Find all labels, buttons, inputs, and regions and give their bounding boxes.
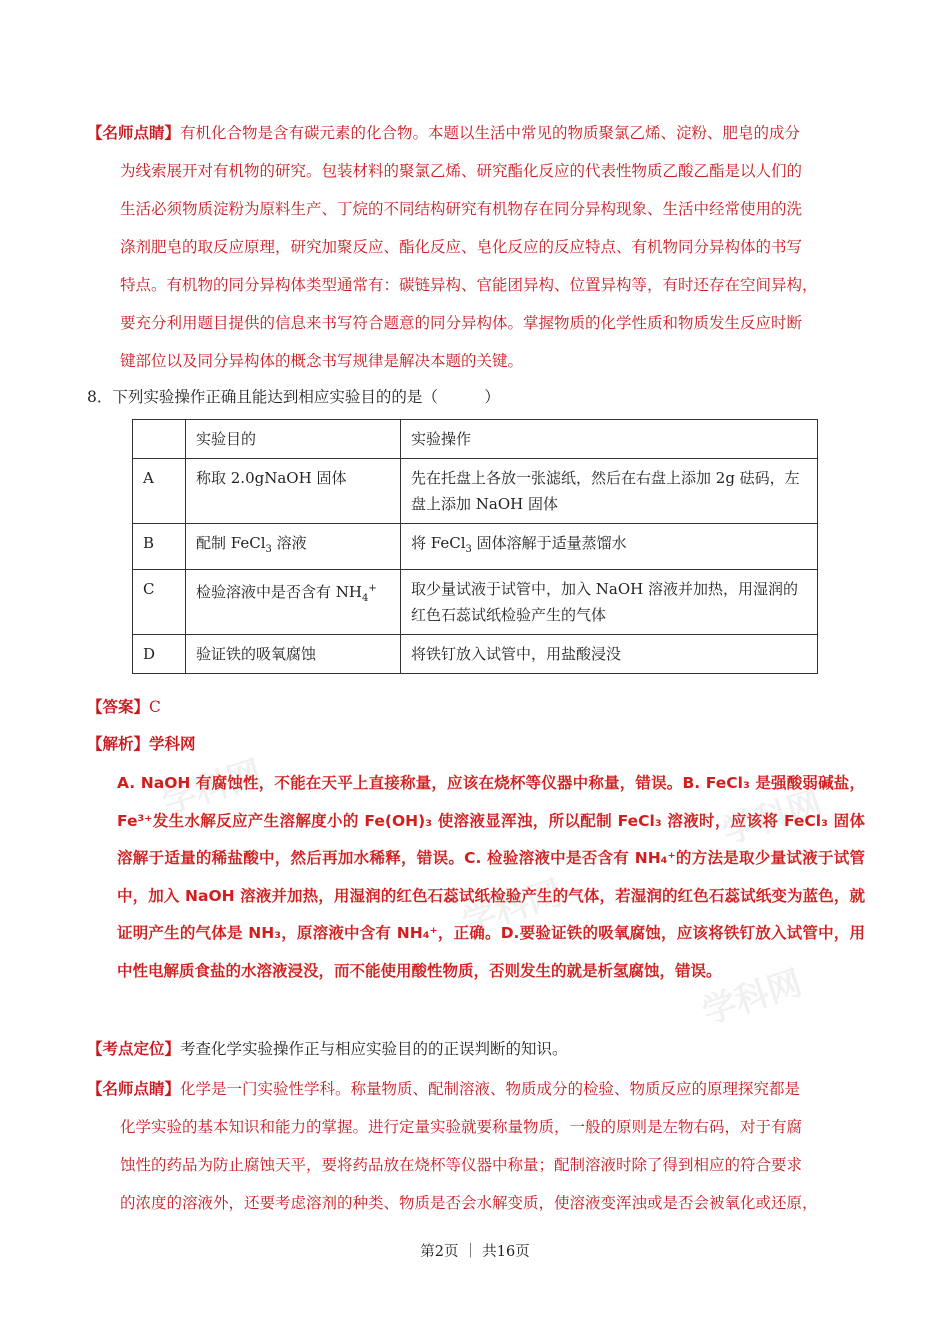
page-footer: 第2页 ｜ 共16页 [420,1244,530,1260]
row-purpose: 称取 2.0gNaOH 固体 [186,459,401,524]
purpose-text: 溶液 [271,534,307,552]
purpose-text: 检验溶液中是否含有 NH [196,583,362,601]
watermark: 学科网 [697,963,807,1033]
tip1-line: 涤剂肥皂的取反应原理，研究加聚反应、酯化反应、皂化反应的反应特点、有机物同分异构体的书写 [120,238,803,256]
answer-line [87,692,161,722]
table-header-row [133,420,818,459]
table-row [133,570,818,635]
row-label: C [133,570,186,635]
table-header-cell: 实验操作 [401,420,818,459]
question-8: 8．下列实验操作正确且能达到相应实验目的的是（ ） [87,388,500,406]
row-label: B [133,524,186,570]
subscript: 3 [265,544,272,555]
tip2-first-text: 化学是一门实验性学科。称量物质、配制溶液、物质成分的检验、物质反应的原理探究都是 [180,1080,801,1098]
op-text: 将 FeCl [411,534,466,552]
kaodian-line [87,1034,568,1064]
superscript: + [368,583,377,594]
tip2-line: 的浓度的溶液外，还要考虑溶剂的种类、物质是否会水解变质，使溶液变浑浊或是否会被氧化或还原， [120,1194,818,1212]
row-label: A [133,459,186,524]
table-header-cell [133,420,186,459]
tip1-first-text: 有机化合物是含有碳元素的化合物。本题以生活中常见的物质聚氯乙烯、淀粉、肥皂的成分 [180,124,801,142]
analysis-heading [87,729,196,759]
tip2-tag: 【名师点睛】 [87,1079,181,1098]
row-purpose [186,524,401,570]
table-header-cell: 实验目的 [186,420,401,459]
subscript: 4 [361,593,369,604]
kaodian-text: 考查化学实验操作正与相应实验目的的正误判断的知识。 [180,1040,568,1058]
tip2-first-line [87,1070,862,1108]
tip1-line: 生活必须物质淀粉为原料生产、丁烷的不同结构研究有机物存在同分异构现象、生活中经常使用的洗 [120,200,803,218]
tip1-tag: 【名师点睛】 [87,123,181,142]
tip1-line: 要充分利用题目提供的信息来书写符合题意的同分异构体。掌握物质的化学性质和物质发生反应时断 [120,314,803,332]
row-operation: 将铁钉放入试管中，用盐酸浸没 [401,635,818,674]
answer-tag: 【答案】 [87,697,150,716]
tip1-line: 为线索展开对有机物的研究。包装材料的聚氯乙烯、研究酯化反应的代表性物质乙酸乙酯是以人们的 [120,162,803,180]
watermark: 学科网 [457,873,567,943]
row-operation: 先在托盘上各放一张滤纸，然后在右盘上添加 2g 砝码，左盘上添加 NaOH 固体 [401,459,818,524]
experiment-table [132,419,818,674]
tip2-body [120,1108,860,1222]
subscript: 3 [465,544,472,555]
row-operation [401,524,818,570]
table-row [133,635,818,674]
table-row [133,524,818,570]
watermark: 学科网 [717,783,827,853]
kaodian-tag: 【考点定位】 [87,1039,181,1058]
analysis-body: A. NaOH 有腐蚀性，不能在天平上直接称量，应该在烧杯等仪器中称量，错误。B. FeCl₃ 是强酸弱碱盐，Fe³⁺发生水解反应产生溶解度小的 Fe(OH)₃ 使溶液显浑浊，所以配制 FeCl₃ 溶液时，应该将 FeCl₃ 固体溶解于适量的稀盐酸中，然后再加水稀释，错误。C. 检验溶液中是否含有 NH₄⁺的方法是取少量试液于试管中，加入 NaOH 溶液并加热，用湿润的红色石蕊试纸检验产生的气体，若湿润的红色石蕊试纸变为蓝色，就证明产生的气体是 NH₃，原溶液中含有 NH₄⁺，正确。D.要验证铁的吸氧腐蚀，应该将铁钉放入试管中，用中性电解质食盐的水溶液浸没，而不能使用酸性物质，否则发生的就是析氢腐蚀，错误。 [117,774,865,980]
answer-value: C [149,698,161,716]
analysis-tag: 【解析】 [87,734,150,753]
row-purpose: 验证铁的吸氧腐蚀 [186,635,401,674]
table-row [133,459,818,524]
watermark: 学科网 [157,753,267,823]
purpose-text: 配制 FeCl [196,534,266,552]
tip1-body [120,152,860,380]
analysis-source: 学科网 [149,734,196,753]
op-text: 固体溶解于适量蒸馏水 [471,534,627,552]
tip1-line: 键部位以及同分异构体的概念书写规律是解决本题的关键。 [120,352,524,370]
tip1-line: 特点。有机物的同分异构体类型通常有：碳链异构、官能团异构、位置异构等，有时还存在空间异构， [120,276,818,294]
row-operation: 取少量试液于试管中，加入 NaOH 溶液并加热，用湿润的红色石蕊试纸检验产生的气体 [401,570,818,635]
row-purpose [186,570,401,635]
tip1-first-line [87,114,862,152]
tip2-line: 蚀性的药品为防止腐蚀天平，要将药品放在烧杯等仪器中称量；配制溶液时除了得到相应的符合要求 [120,1156,803,1174]
row-label: D [133,635,186,674]
tip2-line: 化学实验的基本知识和能力的掌握。进行定量实验就要称量物质，一般的原则是左物右码，对于有腐 [120,1118,803,1136]
